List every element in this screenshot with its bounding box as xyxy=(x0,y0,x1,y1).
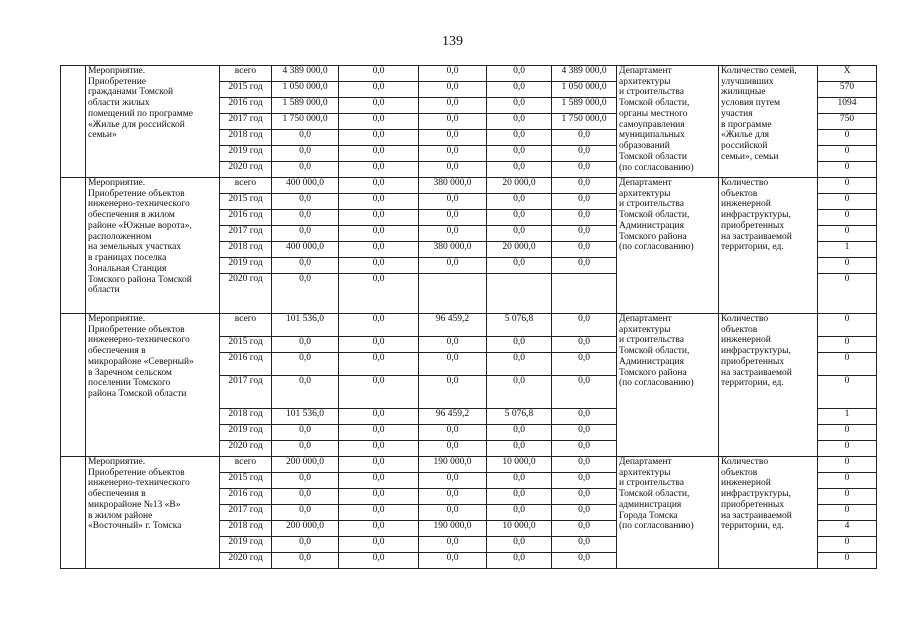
funding-cell: 0,0 xyxy=(419,130,487,146)
funding-cell: 0,0 xyxy=(552,178,617,194)
result-value-cell: 750 xyxy=(818,114,877,130)
year-cell: 2018 год xyxy=(220,521,272,537)
funding-cell: 0,0 xyxy=(419,353,487,376)
table-row xyxy=(61,66,877,82)
funding-cell: 0,0 xyxy=(552,353,617,376)
funding-cell: 0,0 xyxy=(487,537,552,553)
result-value-cell: 4 xyxy=(818,521,877,537)
result-value-cell: 1 xyxy=(818,242,877,258)
funding-cell xyxy=(487,274,552,314)
total-amount-cell: 200 000,0 xyxy=(272,521,339,537)
funding-cell: 0,0 xyxy=(487,441,552,457)
funding-cell: 0,0 xyxy=(339,130,419,146)
total-amount-cell: 0,0 xyxy=(272,473,339,489)
activity-name-cell: Мероприятие. Приобретение гражданами Томской области жилых помещений по программе «Жилье для российской семьи» xyxy=(86,66,220,178)
table-row xyxy=(61,178,877,194)
funding-cell: 0,0 xyxy=(339,473,419,489)
funding-cell: 1 050 000,0 xyxy=(552,82,617,98)
total-amount-cell: 0,0 xyxy=(272,353,339,376)
result-value-cell: 1094 xyxy=(818,98,877,114)
table-row xyxy=(61,314,877,337)
funding-cell: 0,0 xyxy=(419,114,487,130)
funding-cell: 0,0 xyxy=(487,425,552,441)
year-cell: 2017 год xyxy=(220,114,272,130)
row-number-cell xyxy=(61,314,86,457)
total-amount-cell: 0,0 xyxy=(272,537,339,553)
funding-cell: 0,0 xyxy=(552,521,617,537)
activity-name-cell: Мероприятие. Приобретение объектов инженерно-технического обеспечения в жилом районе «Южные ворота», расположенном на земельных участках в границах поселка Зональная Станция Томского района Томской области xyxy=(86,178,220,314)
total-amount-cell: 0,0 xyxy=(272,210,339,226)
funding-cell: 5 076,8 xyxy=(487,314,552,337)
result-value-cell: 1 xyxy=(818,409,877,425)
funding-cell: 0,0 xyxy=(552,314,617,337)
funding-cell: 0,0 xyxy=(487,114,552,130)
funding-cell: 5 076,8 xyxy=(487,409,552,425)
funding-cell: 0,0 xyxy=(552,258,617,274)
total-amount-cell: 400 000,0 xyxy=(272,178,339,194)
funding-cell: 0,0 xyxy=(552,537,617,553)
funding-cell: 10 000,0 xyxy=(487,521,552,537)
year-cell: всего xyxy=(220,66,272,82)
funding-cell: 0,0 xyxy=(339,425,419,441)
year-cell: 2015 год xyxy=(220,337,272,353)
funding-cell: 0,0 xyxy=(419,98,487,114)
result-value-cell: 0 xyxy=(818,376,877,409)
funding-cell: 190 000,0 xyxy=(419,457,487,473)
result-value-cell: 0 xyxy=(818,194,877,210)
funding-cell: 0,0 xyxy=(552,210,617,226)
funding-cell: 0,0 xyxy=(552,337,617,353)
result-value-cell: 570 xyxy=(818,82,877,98)
table-row xyxy=(61,457,877,473)
funding-cell: 0,0 xyxy=(339,258,419,274)
result-value-cell: 0 xyxy=(818,178,877,194)
year-cell: 2015 год xyxy=(220,473,272,489)
row-number-cell xyxy=(61,457,86,569)
result-value-cell: 0 xyxy=(818,537,877,553)
funding-cell: 4 389 000,0 xyxy=(552,66,617,82)
funding-cell: 0,0 xyxy=(339,457,419,473)
funding-cell: 0,0 xyxy=(419,146,487,162)
total-amount-cell: 101 536,0 xyxy=(272,409,339,425)
program-activities-table xyxy=(60,65,877,569)
year-cell: 2019 год xyxy=(220,425,272,441)
funding-cell: 0,0 xyxy=(339,162,419,178)
year-cell: 2020 год xyxy=(220,441,272,457)
funding-cell: 0,0 xyxy=(339,242,419,258)
result-value-cell: 0 xyxy=(818,489,877,505)
result-value-cell: 0 xyxy=(818,226,877,242)
funding-cell: 0,0 xyxy=(419,337,487,353)
row-number-cell xyxy=(61,178,86,314)
funding-cell: 0,0 xyxy=(339,441,419,457)
funding-cell: 0,0 xyxy=(339,66,419,82)
funding-cell: 0,0 xyxy=(339,505,419,521)
result-value-cell: 0 xyxy=(818,353,877,376)
funding-cell: 0,0 xyxy=(552,242,617,258)
funding-cell: 0,0 xyxy=(552,505,617,521)
funding-cell: 0,0 xyxy=(339,82,419,98)
funding-cell: 0,0 xyxy=(552,162,617,178)
funding-cell: 380 000,0 xyxy=(419,242,487,258)
result-value-cell: 0 xyxy=(818,425,877,441)
total-amount-cell: 400 000,0 xyxy=(272,242,339,258)
executor-cell: Департамент архитектуры и строительства Томской области, Администрация Томского района (по согласованию) xyxy=(617,314,719,457)
result-value-cell: 0 xyxy=(818,146,877,162)
funding-cell: 96 459,2 xyxy=(419,409,487,425)
funding-cell: 0,0 xyxy=(552,194,617,210)
indicator-cell: Количество объектов инженерной инфраструктуры, приобретенных на застраиваемой территории, ед. xyxy=(719,457,818,569)
funding-cell: 0,0 xyxy=(487,98,552,114)
funding-cell: 0,0 xyxy=(419,473,487,489)
funding-cell: 0,0 xyxy=(552,553,617,569)
result-value-cell: X xyxy=(818,66,877,82)
funding-cell: 0,0 xyxy=(419,66,487,82)
funding-cell: 0,0 xyxy=(487,337,552,353)
total-amount-cell: 0,0 xyxy=(272,194,339,210)
result-value-cell: 0 xyxy=(818,274,877,314)
funding-cell: 0,0 xyxy=(339,210,419,226)
year-cell: 2017 год xyxy=(220,376,272,409)
result-value-cell: 0 xyxy=(818,473,877,489)
funding-cell: 0,0 xyxy=(487,489,552,505)
funding-cell: 0,0 xyxy=(552,146,617,162)
result-value-cell: 0 xyxy=(818,337,877,353)
total-amount-cell: 1 750 000,0 xyxy=(272,114,339,130)
funding-cell: 190 000,0 xyxy=(419,521,487,537)
funding-cell: 0,0 xyxy=(339,146,419,162)
funding-cell: 0,0 xyxy=(339,337,419,353)
funding-cell: 0,0 xyxy=(339,314,419,337)
funding-cell: 0,0 xyxy=(552,409,617,425)
year-cell: 2020 год xyxy=(220,274,272,314)
total-amount-cell: 0,0 xyxy=(272,258,339,274)
funding-cell: 96 459,2 xyxy=(419,314,487,337)
total-amount-cell: 0,0 xyxy=(272,376,339,409)
total-amount-cell: 0,0 xyxy=(272,505,339,521)
funding-cell xyxy=(419,274,487,314)
year-cell: 2016 год xyxy=(220,98,272,114)
activity-name-cell: Мероприятие. Приобретение объектов инженерно-технического обеспечения в микрорайоне №13 «В» в жилом районе «Восточный» г. Томска xyxy=(86,457,220,569)
funding-cell: 0,0 xyxy=(419,537,487,553)
funding-cell: 0,0 xyxy=(487,353,552,376)
funding-cell: 0,0 xyxy=(419,553,487,569)
funding-cell: 0,0 xyxy=(339,98,419,114)
total-amount-cell: 0,0 xyxy=(272,130,339,146)
funding-cell: 0,0 xyxy=(339,226,419,242)
funding-cell: 0,0 xyxy=(487,194,552,210)
funding-cell: 0,0 xyxy=(552,226,617,242)
funding-cell: 0,0 xyxy=(339,537,419,553)
funding-cell: 0,0 xyxy=(419,82,487,98)
funding-cell: 0,0 xyxy=(419,162,487,178)
result-value-cell: 0 xyxy=(818,210,877,226)
year-cell: 2017 год xyxy=(220,505,272,521)
year-cell: всего xyxy=(220,457,272,473)
funding-cell: 0,0 xyxy=(487,82,552,98)
result-value-cell: 0 xyxy=(818,130,877,146)
year-cell: 2018 год xyxy=(220,242,272,258)
result-value-cell: 0 xyxy=(818,162,877,178)
year-cell: 2016 год xyxy=(220,489,272,505)
executor-cell: Департамент архитектуры и строительства Томской области, органы местного самоуправления муниципальных образований Томской области (по согласованию) xyxy=(617,66,719,178)
page-number: 139 xyxy=(442,34,463,49)
funding-cell: 0,0 xyxy=(419,194,487,210)
total-amount-cell: 0,0 xyxy=(272,274,339,314)
year-cell: 2019 год xyxy=(220,537,272,553)
funding-cell: 0,0 xyxy=(339,114,419,130)
year-cell: 2019 год xyxy=(220,146,272,162)
funding-cell: 0,0 xyxy=(339,553,419,569)
year-cell: всего xyxy=(220,178,272,194)
funding-cell: 0,0 xyxy=(487,258,552,274)
funding-cell: 0,0 xyxy=(552,473,617,489)
total-amount-cell: 0,0 xyxy=(272,162,339,178)
funding-cell: 0,0 xyxy=(419,258,487,274)
funding-cell: 10 000,0 xyxy=(487,457,552,473)
result-value-cell: 0 xyxy=(818,457,877,473)
funding-cell: 0,0 xyxy=(552,425,617,441)
year-cell: всего xyxy=(220,314,272,337)
funding-cell: 20 000,0 xyxy=(487,178,552,194)
row-number-cell xyxy=(61,66,86,178)
funding-cell: 0,0 xyxy=(552,441,617,457)
funding-cell: 20 000,0 xyxy=(487,242,552,258)
funding-cell: 0,0 xyxy=(552,489,617,505)
funding-cell: 380 000,0 xyxy=(419,178,487,194)
indicator-cell: Количество объектов инженерной инфраструктуры, приобретенных на застраиваемой территории, ед. xyxy=(719,314,818,457)
funding-cell: 0,0 xyxy=(419,505,487,521)
total-amount-cell: 0,0 xyxy=(272,226,339,242)
funding-cell: 0,0 xyxy=(487,226,552,242)
funding-cell: 0,0 xyxy=(339,376,419,409)
executor-cell: Департамент архитектуры и строительства Томской области, Администрация Томского района (по согласованию) xyxy=(617,178,719,314)
funding-cell: 0,0 xyxy=(419,376,487,409)
total-amount-cell: 0,0 xyxy=(272,441,339,457)
funding-cell: 0,0 xyxy=(339,489,419,505)
indicator-cell: Количество семей, улучшивших жилищные условия путем участия в программе «Жилье для российской семьи», семьи xyxy=(719,66,818,178)
year-cell: 2015 год xyxy=(220,82,272,98)
funding-cell: 0,0 xyxy=(487,376,552,409)
funding-cell: 0,0 xyxy=(419,226,487,242)
result-value-cell: 0 xyxy=(818,314,877,337)
funding-cell: 0,0 xyxy=(419,489,487,505)
funding-cell xyxy=(552,274,617,314)
funding-cell: 0,0 xyxy=(419,210,487,226)
executor-cell: Департамент архитектуры и строительства Томской области, администрация Города Томска (по согласованию) xyxy=(617,457,719,569)
funding-cell: 0,0 xyxy=(552,457,617,473)
result-value-cell: 0 xyxy=(818,553,877,569)
year-cell: 2018 год xyxy=(220,130,272,146)
year-cell: 2016 год xyxy=(220,353,272,376)
year-cell: 2015 год xyxy=(220,194,272,210)
funding-cell: 0,0 xyxy=(339,409,419,425)
year-cell: 2020 год xyxy=(220,162,272,178)
funding-cell: 0,0 xyxy=(487,473,552,489)
activity-name-cell: Мероприятие. Приобретение объектов инженерно-технического обеспечения в микрорайоне «Северный» в Заречном сельском поселении Томского района Томской области xyxy=(86,314,220,457)
funding-cell: 0,0 xyxy=(487,505,552,521)
funding-cell: 0,0 xyxy=(552,376,617,409)
total-amount-cell: 0,0 xyxy=(272,553,339,569)
funding-cell: 0,0 xyxy=(339,274,419,314)
funding-cell: 0,0 xyxy=(487,130,552,146)
funding-cell: 0,0 xyxy=(487,66,552,82)
total-amount-cell: 1 050 000,0 xyxy=(272,82,339,98)
total-amount-cell: 0,0 xyxy=(272,146,339,162)
funding-cell: 0,0 xyxy=(487,162,552,178)
funding-cell: 0,0 xyxy=(487,146,552,162)
year-cell: 2019 год xyxy=(220,258,272,274)
result-value-cell: 0 xyxy=(818,441,877,457)
funding-cell: 0,0 xyxy=(339,178,419,194)
funding-cell: 0,0 xyxy=(552,130,617,146)
year-cell: 2017 год xyxy=(220,226,272,242)
total-amount-cell: 0,0 xyxy=(272,337,339,353)
total-amount-cell: 0,0 xyxy=(272,425,339,441)
total-amount-cell: 101 536,0 xyxy=(272,314,339,337)
funding-cell: 0,0 xyxy=(339,353,419,376)
funding-cell: 0,0 xyxy=(487,210,552,226)
result-value-cell: 0 xyxy=(818,258,877,274)
funding-cell: 0,0 xyxy=(419,441,487,457)
year-cell: 2020 год xyxy=(220,553,272,569)
funding-cell: 0,0 xyxy=(339,521,419,537)
result-value-cell: 0 xyxy=(818,505,877,521)
funding-cell: 1 750 000,0 xyxy=(552,114,617,130)
year-cell: 2016 год xyxy=(220,210,272,226)
total-amount-cell: 4 389 000,0 xyxy=(272,66,339,82)
total-amount-cell: 0,0 xyxy=(272,489,339,505)
year-cell: 2018 год xyxy=(220,409,272,425)
funding-cell: 0,0 xyxy=(487,553,552,569)
total-amount-cell: 200 000,0 xyxy=(272,457,339,473)
funding-cell: 0,0 xyxy=(339,194,419,210)
total-amount-cell: 1 589 000,0 xyxy=(272,98,339,114)
funding-cell: 1 589 000,0 xyxy=(552,98,617,114)
funding-cell: 0,0 xyxy=(419,425,487,441)
indicator-cell: Количество объектов инженерной инфраструктуры, приобретенных на застраиваемой территории, ед. xyxy=(719,178,818,314)
